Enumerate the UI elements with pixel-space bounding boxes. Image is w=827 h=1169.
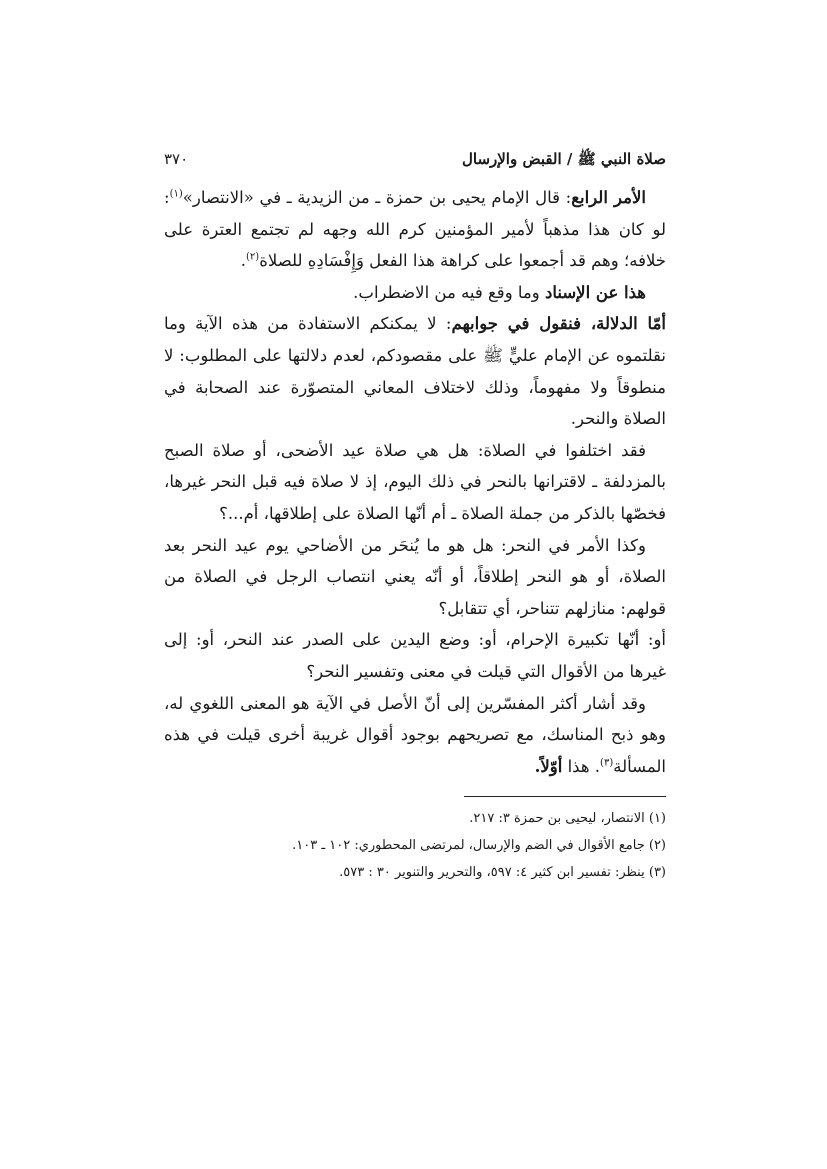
body-text <box>164 182 666 782</box>
footnote-2: (٢) جامع الأقوال في الضم والإرسال، لمرتضى المحطوري: ١٠٢ ـ ١٠٣. <box>292 838 666 854</box>
paragraph-7 <box>164 688 666 783</box>
paragraph-closing: أوّلاً. <box>534 756 563 776</box>
paragraph-text: وقد أشار أكثر المفسّرين إلى أنّ الأصل في الآية هو المعنى اللغوي له، وهو ذبح المناسك، مع تصريحهم بوجود أقوال غريبة أخرى قيلت في هذه المسألة <box>164 693 666 776</box>
footnote-3: (٣) ينظر: تفسير ابن كثير ٤: ٥٩٧، والتحرير والتنوير ٣٠ : ٥٧٣. <box>339 865 666 881</box>
paragraph-text: : لو كان هذا مذهباً لأمير المؤمنين كرم الله وجهه لم تجتمع العترة على خلافه؛ وهم قد أجمعوا على كراهة هذا الفعل وَإِفْسَادِهِ للصلاة <box>164 188 666 271</box>
page <box>164 150 666 886</box>
paragraph-5: وكذا الأمر في النحر: هل هو ما يُنحَر من الأضاحي يوم عيد النحر بعد الصلاة، أو هو النحر إطلاقاً، أو أنّه يعني انتصاب الرجل في الصلاة من قولهم: منازلهم تتناحر، أي تتقابل؟ <box>164 535 666 618</box>
paragraph-lead: الأمر الرابع <box>571 188 646 207</box>
footnote-ref-1[interactable]: (١) <box>169 188 183 200</box>
page-number: ٣٧٠ <box>164 150 189 168</box>
paragraph-lead: هذا عن الإسناد <box>544 282 646 302</box>
paragraph-text: : لا يمكنكم الاستفادة من هذه الآية وما نقلتموه عن الإمام عليٍّ ﷺ على مقصودكم، لعدم دلالتها على المطلوب: لا منطوقاً ولا مفهوماً، وذلك لاختلاف المعاني المتصوّرة عند الصحابة في الصلاة والنحر. <box>164 314 666 429</box>
paragraph-text: وما وقع فيه من الاضطراب. <box>353 282 545 302</box>
paragraph-2 <box>164 277 666 309</box>
footnote-1: (١) الانتصار، ليحيى بن حمزة ٣: ٢١٧. <box>469 811 666 827</box>
paragraph-end: . <box>240 251 247 271</box>
paragraph-3 <box>164 308 666 434</box>
running-title: صلاة النبي ﷺ / القبض والإرسال <box>461 150 666 168</box>
running-header <box>164 150 666 180</box>
paragraph-1 <box>164 182 666 277</box>
footnote-divider <box>464 796 666 797</box>
paragraph-lead: أمّا الدلالة، فنقول في جوابهم <box>451 314 666 334</box>
footnote-ref-3[interactable]: (٣) <box>600 757 614 769</box>
footnote-ref-2[interactable]: (٢) <box>246 251 260 263</box>
paragraph-4: فقد اختلفوا في الصلاة: هل هي صلاة عيد الأضحى، أو صلاة الصبح بالمزدلفة ـ لاقترانها بالنحر في ذلك اليوم، إذ لا صلاة فيه قبل النحر غيرها، فخصّها بالذكر من جملة الصلاة ـ أم أنّها الصلاة على إطلاقها، أم...؟ <box>164 440 666 523</box>
paragraph-6: أو: أنّها تكبيرة الإحرام، أو: وضع اليدين على الصدر عند النحر، أو: إلى غيرها من الأقوال التي قيلت في معنى وتفسير النحر؟ <box>164 630 666 681</box>
paragraph-end: . هذا <box>562 756 601 776</box>
paragraph-text: : قال الإمام يحيى بن حمزة ـ من الزيدية ـ في «الانتصار» <box>182 188 572 207</box>
footnotes <box>164 805 666 886</box>
